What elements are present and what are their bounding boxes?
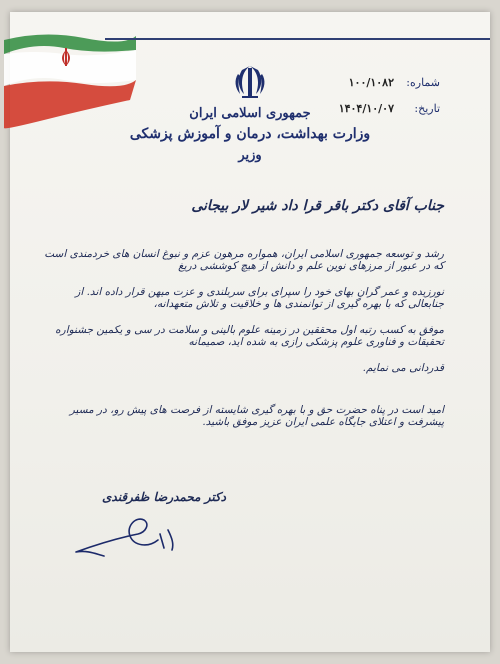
number-value: ۱۰۰/۱۰۸۲ (348, 76, 394, 89)
date-label: تاریخ: (414, 102, 440, 115)
number-label: شماره: (406, 76, 440, 89)
handwritten-signature (68, 504, 188, 564)
date-value: ۱۴۰۴/۱۰/۰۷ (338, 102, 394, 115)
header-country: جمهوری اسلامی ایران (189, 106, 311, 121)
emblem-icon (232, 64, 268, 100)
addressee: جناب آقای دکتر باقر قرا داد شیر لار بیجانی (191, 198, 444, 214)
iran-flag-graphic (4, 28, 136, 138)
letter-number (349, 76, 440, 89)
closing-line: امید است در پناه حضرت حق و با بهره گیری شایسته از فرصت های پیش رو، در مسیر پیشرفت و اعتلای جایگاه علمی ایران عزیز موفق باشید. (69, 404, 444, 428)
body-line: رشد و توسعه جمهوری اسلامی ایران، همواره مرهون عزم و نبوغ انسان های خردمندی است که در عبور از مرزهای نوین علم و دانش از هیچ کوششی دریغ (44, 248, 444, 272)
header-ministry: وزارت بهداشت، درمان و آموزش پزشکی (129, 126, 371, 142)
signatory-name: دکتر محمدرضا ظفرقندی (102, 490, 226, 504)
letter-page (10, 12, 490, 652)
letter-date (339, 102, 440, 115)
body-line: موفق به کسب رتبه اول محققین در زمینه علوم بالینی و سلامت در سی و یکمین جشنواره تحقیقات و فناوری علوم پزشکی رازی به شده اید، صمیمانه (55, 324, 444, 348)
header-minister: وزیر (238, 148, 262, 163)
header-rule (105, 38, 490, 40)
body-line: نورزیده و عمر گران بهای خود را سپرای برای سربلندی و عزت میهن قرار داده اند. از جنابعالی که با بهره گیری از توانمندی ها و خلاقیت و تلاش متعهدانه، (75, 286, 444, 310)
body-line: قدردانی می نمایم. (362, 362, 444, 374)
